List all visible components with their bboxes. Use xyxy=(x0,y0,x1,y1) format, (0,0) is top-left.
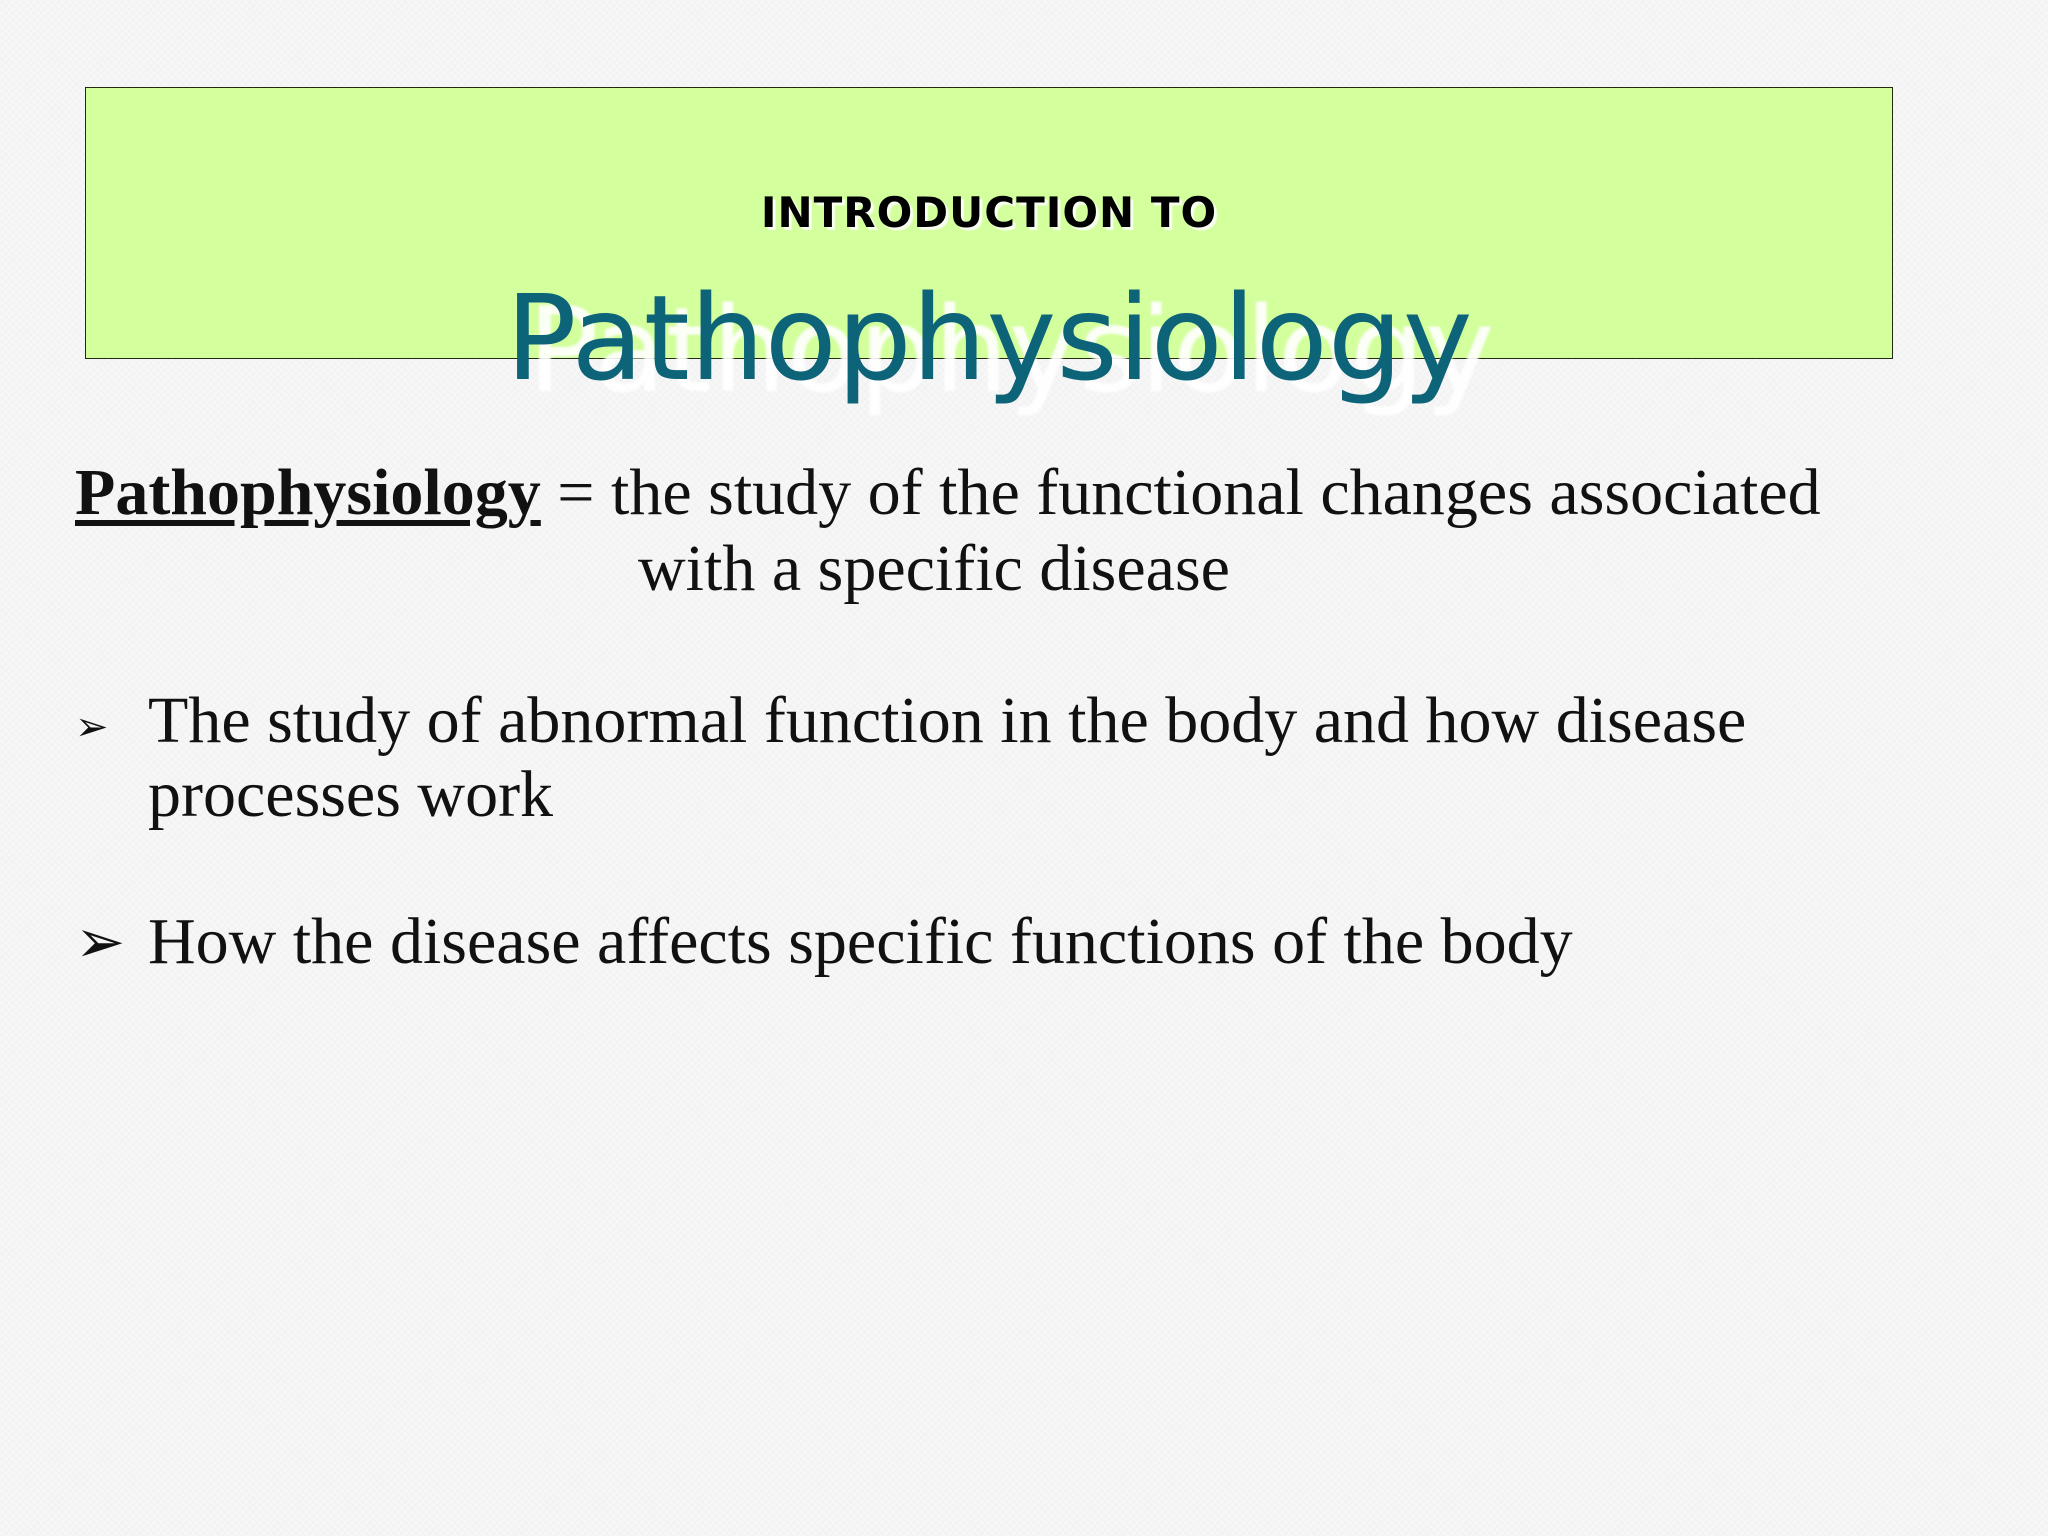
definition-term: Pathophysiology xyxy=(75,456,541,529)
bullet-item-2 xyxy=(75,905,1955,979)
definition-text-line1: = the study of the functional changes associated xyxy=(540,456,1821,529)
bullet-text-2: How the disease affects specific functions of the body xyxy=(148,905,1573,978)
title-box xyxy=(85,87,1893,407)
slide-title: Pathophysiology xyxy=(505,269,1473,407)
bullet-text-1: The study of abnormal function in the body and how disease processes work xyxy=(148,684,1747,831)
arrow-bullet-icon: ➢ xyxy=(75,909,126,975)
title-subtitle: INTRODUCTION TO xyxy=(760,188,1218,237)
bullet-item-1 xyxy=(75,684,1955,832)
arrow-bullet-icon: ➢ xyxy=(75,704,109,749)
definition-paragraph xyxy=(75,455,1975,607)
definition-text-line2: with a specific disease xyxy=(638,532,1230,605)
